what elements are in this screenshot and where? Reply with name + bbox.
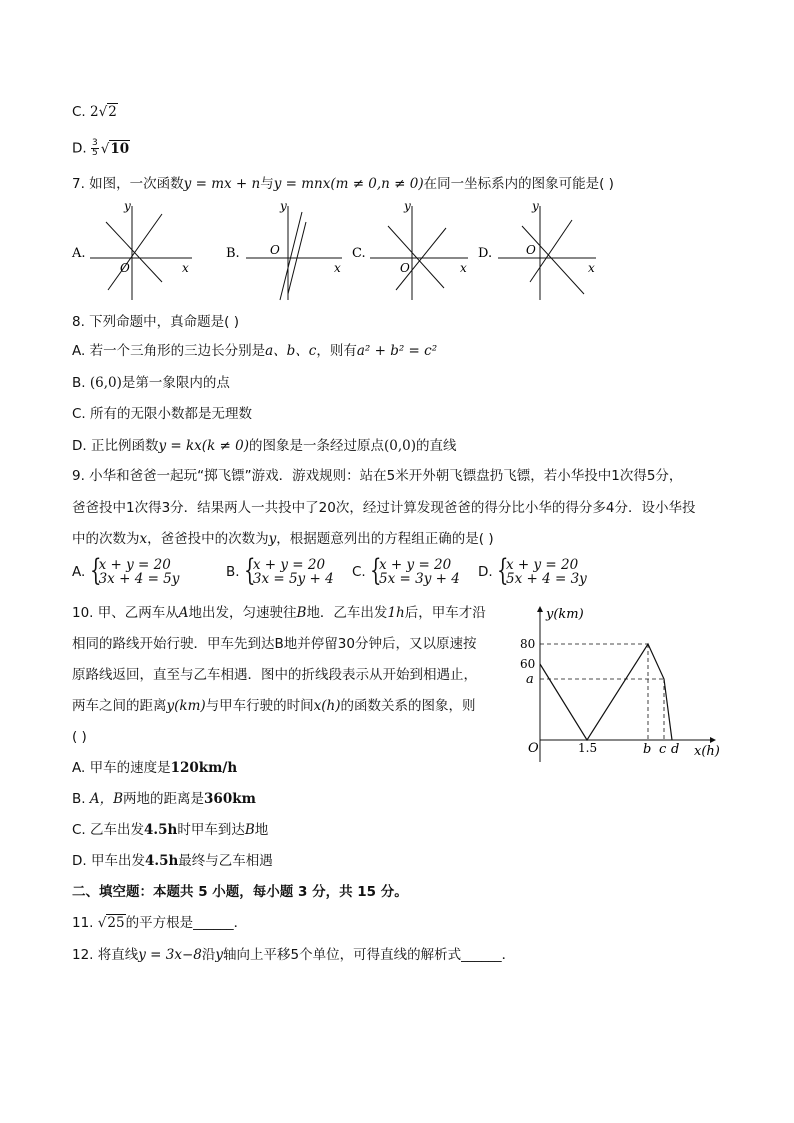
q6-option-d-label: D. [72, 140, 87, 157]
q10-option-d [72, 852, 273, 870]
q7-a-x-label: x [182, 261, 189, 275]
q9-c-system: { x + y = 20 5x = 3y + 4 [370, 553, 460, 588]
q10-d-value: 4.5h [144, 853, 179, 869]
q8-a-mid: ，则有 [316, 343, 357, 359]
q9-option-c [352, 553, 460, 588]
q10-a-value: 120km/h [170, 760, 238, 776]
q10-graph-tick-1-5: 1.5 [578, 741, 598, 755]
q7-stem [72, 175, 614, 193]
q9-a-eq1: x + y = 20 [98, 557, 171, 573]
q9-line3-c: ，根据题意列出的方程组正确的是( ) [276, 531, 494, 547]
q7-stem-a: 7. 如图，一次函数 [72, 176, 184, 192]
q10-line4-b: 与甲车行驶的时间 [205, 698, 314, 714]
q10-line1-d: 后，甲车才沿 [404, 605, 486, 621]
q9-c-label: C. [352, 564, 366, 580]
q9-d-eq1: x + y = 20 [505, 557, 579, 573]
q8-a-text: A. 若一个三角形的三边长分别是 [72, 343, 266, 359]
q11-radicand: 25 [107, 915, 125, 931]
q7-option-a-label: A. [72, 246, 86, 261]
q10-graph-tick-b: b [643, 742, 652, 757]
q7-c-origin: O [400, 261, 410, 275]
q10-graph-tick-d: d [671, 742, 680, 757]
q10-line4-x: x(h) [313, 698, 341, 714]
q10-graph-tick-c: c [659, 742, 667, 757]
q7-a-origin: O [120, 261, 130, 275]
q6-option-d [72, 139, 130, 158]
q10-line4-y: y(km) [166, 698, 206, 714]
q9-line3-a: 中的次数为 [72, 531, 140, 547]
q9-line3-y: y [268, 531, 277, 547]
q6-option-c [72, 103, 118, 121]
q6-option-c-coef: 2 [90, 104, 99, 120]
q8-a-eq: a² + b² = c² [356, 343, 438, 359]
q6-option-d-radical: √10 [100, 140, 130, 157]
q10-line-1 [72, 604, 486, 622]
q9-d-system: { x + y = 20 5x + 4 = 3y [496, 553, 587, 588]
q8-d-eq: y = kx(k ≠ 0) [158, 438, 249, 454]
q11 [72, 914, 247, 932]
q7-d-x-label: x [588, 261, 595, 275]
q9-line-3 [72, 530, 494, 548]
q8-b-point: (6,0) [89, 375, 122, 391]
q6-option-c-label: C. [72, 104, 86, 120]
q9-line3-b: ，爸爸投中的次数为 [147, 531, 269, 547]
section-2-title: 二、填空题：本题共 5 小题，每小题 3 分，共 15 分。 [72, 884, 408, 900]
q7-d-line-1 [522, 226, 584, 294]
q10-line1-B: B [296, 605, 307, 621]
q7-c-line-1 [388, 226, 444, 288]
q7-option-b-label: B. [226, 246, 240, 261]
q9-b-eq1: x + y = 20 [252, 557, 326, 573]
q10-graph-tick-a: a [526, 672, 534, 687]
q9-a-eq2: 3x + 4 = 5y [98, 571, 180, 587]
q10-b-value: 360km [204, 791, 256, 807]
q10-a-text: A. 甲车的速度是 [72, 760, 171, 776]
q9-a-system: { x + y = 20 3x + 4 = 5y [89, 553, 180, 588]
q10-option-a [72, 759, 237, 777]
q7-eq1: y = mx + n [183, 176, 261, 192]
q12-text-c: 轴向上平移5个单位，可得直线的解析式______． [223, 947, 516, 963]
q10-line1-b: 地出发，匀速驶往 [188, 605, 297, 621]
q9-b-label: B. [226, 564, 240, 580]
q10-b-ab: A，B [89, 791, 124, 807]
q10-d-text2: 最终与乙车相遇 [178, 853, 273, 869]
q7-d-origin: O [526, 243, 536, 257]
q10-line4-c: 的函数关系的图象，则 [340, 698, 476, 714]
q12 [72, 946, 515, 964]
q9-option-b [226, 553, 334, 588]
q7-c-y-label: y [404, 199, 411, 213]
q8-d-text3: 的直线 [416, 438, 457, 454]
q7-d-line-2 [530, 220, 572, 282]
q7-eq2: y = mnx(m ≠ 0,n ≠ 0) [273, 176, 424, 192]
q10-graph-polyline [540, 644, 672, 740]
q6-option-d-den: 5 [91, 148, 98, 158]
q10-graph-x-arrow [710, 737, 716, 743]
q8-d-point: (0,0) [384, 438, 417, 454]
q7-option-c-label: C. [352, 246, 366, 261]
q10-graph-tick-80: 80 [520, 637, 536, 651]
q6-option-c-radicand: 2 [108, 104, 117, 120]
q10-line1-c: 地．乙车出发 [306, 605, 388, 621]
q8-option-a [72, 342, 437, 360]
q10-b-label: B. [72, 791, 86, 807]
q10-graph-tick-60: 60 [520, 657, 536, 671]
q10-graph-x-label: x(h) [694, 744, 720, 759]
q6-option-d-num: 3 [91, 138, 98, 148]
q9-a-label: A. [72, 564, 86, 580]
q6-option-d-fraction [91, 139, 99, 158]
q6-option-c-value: 2√2 [90, 104, 117, 120]
q7-stem-c: 在同一坐标系内的图象可能是( ) [423, 176, 614, 192]
q12-text-b: 沿 [201, 947, 216, 963]
q8-a-vars: a、b、c [265, 343, 317, 359]
q8-b-text: 是第一象限内的点 [121, 375, 230, 391]
q11-text: 的平方根是______． [125, 915, 248, 931]
q9-option-d [478, 553, 587, 588]
q7-b-x-label: x [334, 261, 341, 275]
q9-line3-x: x [139, 531, 148, 547]
q10-line1-a: 10. 甲、乙两车从 [72, 605, 179, 621]
q7-a-line-1 [108, 214, 162, 290]
q12-y: y [215, 947, 224, 963]
q7-c-line-2 [396, 228, 446, 290]
q10-line1-h: 1h [387, 605, 405, 621]
q10-line4-a: 两车之间的距离 [72, 698, 167, 714]
q10-c-text3: 地 [254, 822, 269, 838]
q7-stem-b: 与 [260, 176, 274, 192]
q8-b-label: B. [72, 375, 86, 391]
q11-radical: √25 [97, 915, 125, 931]
q8-d-text2: 的图象是一条经过原点 [249, 438, 384, 454]
q10-c-text2: 时甲车到达 [177, 822, 245, 838]
q7-b-line-1 [280, 212, 302, 300]
q7-b-y-label: y [280, 199, 287, 213]
q7-d-y-label: y [532, 199, 539, 213]
q7-options-graphs [70, 198, 610, 306]
q7-a-y-label: y [124, 199, 131, 213]
q8-option-c: C. 所有的无限小数都是无理数 [72, 406, 253, 422]
q10-option-c [72, 821, 268, 839]
q10-line-4 [72, 697, 476, 715]
q10-graph-origin: O [528, 741, 539, 756]
q8-option-b [72, 374, 230, 392]
q9-c-eq2: 5x = 3y + 4 [379, 571, 460, 587]
q7-c-x-label: x [460, 261, 467, 275]
q7-b-origin: O [270, 243, 280, 257]
q9-d-eq2: 5x + 4 = 3y [505, 571, 587, 587]
q9-line-1: 9. 小华和爸爸一起玩“掷飞镖”游戏．游戏规则：站在5米开外朝飞镖盘扔飞镖，若小华投中1次得5分， [72, 468, 683, 484]
q9-b-eq2: 3x = 5y + 4 [252, 571, 334, 587]
q10-d-text: D. 甲车出发 [72, 853, 145, 869]
q9-d-label: D. [478, 564, 493, 580]
q10-c-text: C. 乙车出发 [72, 822, 145, 838]
q7-option-d-label: D. [478, 246, 493, 261]
q10-line-2: 相同的路线开始行驶．甲车先到达B地并停留30分钟后，又以原速按 [72, 636, 477, 652]
q10-graph-y-arrow [537, 606, 543, 612]
q9-option-a [72, 553, 180, 588]
q10-graph-y-label: y(km) [546, 607, 584, 622]
q10-line1-A: A [178, 605, 189, 621]
q10-line-3: 原路线返回，直至与乙车相遇．图中的折线段表示从开始到相遇止， [72, 667, 477, 683]
q7-a-line-2 [106, 222, 162, 282]
q9-line-2: 爸爸投中1次得3分．结果两人一共投中了20次，经过计算发现爸爸的得分比小华的得分多4分．设小华投 [72, 500, 696, 516]
q8-stem: 8. 下列命题中，真命题是( ) [72, 314, 239, 330]
q12-text-a: 12. 将直线 [72, 947, 139, 963]
q6-option-d-radicand: 10 [110, 140, 130, 157]
q9-b-system: { x + y = 20 3x = 5y + 4 [243, 553, 334, 588]
q10-c-value: 4.5h [144, 822, 178, 838]
q11-number: 11. [72, 915, 94, 931]
q10-b-text: 两地的距离是 [123, 791, 205, 807]
q10-option-b [72, 790, 256, 808]
q8-option-d [72, 437, 457, 455]
q9-c-eq1: x + y = 20 [379, 557, 452, 573]
q10-line-5: ( ) [72, 729, 87, 745]
q8-d-text: D. 正比例函数 [72, 438, 159, 454]
q12-eq: y = 3x−8 [138, 947, 202, 963]
q10-graph [510, 600, 730, 765]
q10-c-B: B [244, 822, 255, 838]
